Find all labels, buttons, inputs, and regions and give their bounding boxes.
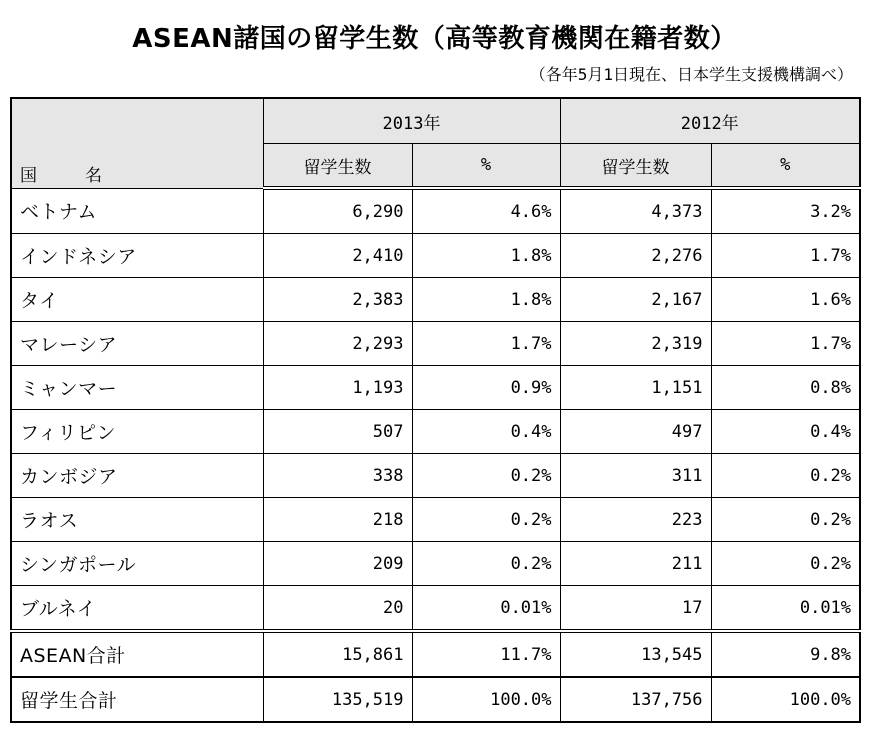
table-row xyxy=(11,498,860,542)
percent-2013-cell: 1.8% xyxy=(412,234,560,278)
students-table xyxy=(10,97,861,723)
percent-2012-cell: 1.6% xyxy=(711,278,860,322)
country-header-char-1: 国 xyxy=(20,165,37,186)
percent-2012-cell: 3.2% xyxy=(711,188,860,234)
percent-2012-cell: 9.8% xyxy=(711,631,860,677)
students-2013-cell: 218 xyxy=(263,498,412,542)
country-name-cell: カンボジア xyxy=(11,454,263,498)
table-row xyxy=(11,234,860,278)
students-2013-cell: 1,193 xyxy=(263,366,412,410)
students-header-2013: 留学生数 xyxy=(263,144,412,189)
country-name-cell: ASEAN合計 xyxy=(11,631,263,677)
students-2012-cell: 2,319 xyxy=(560,322,711,366)
students-2012-cell: 13,545 xyxy=(560,631,711,677)
country-name-cell: マレーシア xyxy=(11,322,263,366)
students-2013-cell: 2,383 xyxy=(263,278,412,322)
students-2013-cell: 507 xyxy=(263,410,412,454)
percent-2013-cell: 0.2% xyxy=(412,542,560,586)
percent-2012-cell: 0.4% xyxy=(711,410,860,454)
students-2013-cell: 209 xyxy=(263,542,412,586)
year-header-2012: 2012年 xyxy=(560,98,860,144)
students-2013-cell: 15,861 xyxy=(263,631,412,677)
percent-2013-cell: 4.6% xyxy=(412,188,560,234)
percent-header-2012: % xyxy=(711,144,860,189)
students-2012-cell: 311 xyxy=(560,454,711,498)
table-row xyxy=(11,188,860,234)
students-2012-cell: 4,373 xyxy=(560,188,711,234)
percent-2013-cell: 0.2% xyxy=(412,454,560,498)
country-name-cell: シンガポール xyxy=(11,542,263,586)
percent-2012-cell: 0.2% xyxy=(711,454,860,498)
students-2012-cell: 2,276 xyxy=(560,234,711,278)
percent-2013-cell: 0.2% xyxy=(412,498,560,542)
percent-2013-cell: 0.01% xyxy=(412,586,560,632)
students-2012-cell: 497 xyxy=(560,410,711,454)
country-name-header xyxy=(11,98,263,188)
percent-2013-cell: 0.4% xyxy=(412,410,560,454)
percent-2013-cell: 0.9% xyxy=(412,366,560,410)
percent-2012-cell: 0.2% xyxy=(711,498,860,542)
country-name-cell: ブルネイ xyxy=(11,586,263,632)
page-title: ASEAN諸国の留学生数（高等教育機関在籍者数） xyxy=(132,24,737,54)
students-2012-cell: 137,756 xyxy=(560,677,711,722)
percent-2013-cell: 100.0% xyxy=(412,677,560,722)
students-2012-cell: 223 xyxy=(560,498,711,542)
percent-2013-cell: 11.7% xyxy=(412,631,560,677)
students-header-2012: 留学生数 xyxy=(560,144,711,189)
students-2013-cell: 6,290 xyxy=(263,188,412,234)
percent-2012-cell: 1.7% xyxy=(711,322,860,366)
asean-total-row xyxy=(11,631,860,677)
students-2013-cell: 20 xyxy=(263,586,412,632)
students-2012-cell: 17 xyxy=(560,586,711,632)
country-header-char-2: 名 xyxy=(85,165,102,186)
students-2013-cell: 2,293 xyxy=(263,322,412,366)
percent-2012-cell: 0.8% xyxy=(711,366,860,410)
percent-2012-cell: 100.0% xyxy=(711,677,860,722)
percent-2013-cell: 1.8% xyxy=(412,278,560,322)
table-row xyxy=(11,322,860,366)
percent-2013-cell: 1.7% xyxy=(412,322,560,366)
country-name-cell: ラオス xyxy=(11,498,263,542)
percent-header-2013: % xyxy=(412,144,560,189)
page-subtitle: （各年5月1日現在、日本学生支援機構調べ） xyxy=(529,65,853,84)
students-2012-cell: 2,167 xyxy=(560,278,711,322)
percent-2012-cell: 0.01% xyxy=(711,586,860,632)
country-name-cell: ミャンマー xyxy=(11,366,263,410)
table-row xyxy=(11,366,860,410)
table-row xyxy=(11,454,860,498)
table-row xyxy=(11,542,860,586)
students-2013-cell: 135,519 xyxy=(263,677,412,722)
percent-2012-cell: 1.7% xyxy=(711,234,860,278)
table-row xyxy=(11,410,860,454)
students-2013-cell: 338 xyxy=(263,454,412,498)
percent-2012-cell: 0.2% xyxy=(711,542,860,586)
students-2012-cell: 1,151 xyxy=(560,366,711,410)
table-row xyxy=(11,586,860,632)
country-name-cell: フィリピン xyxy=(11,410,263,454)
country-name-cell: タイ xyxy=(11,278,263,322)
students-2013-cell: 2,410 xyxy=(263,234,412,278)
year-header-2013: 2013年 xyxy=(263,98,560,144)
students-2012-cell: 211 xyxy=(560,542,711,586)
table-row xyxy=(11,278,860,322)
country-name-cell: インドネシア xyxy=(11,234,263,278)
grand-total-row xyxy=(11,677,860,722)
country-name-cell: ベトナム xyxy=(11,188,263,234)
country-name-cell: 留学生合計 xyxy=(11,677,263,722)
